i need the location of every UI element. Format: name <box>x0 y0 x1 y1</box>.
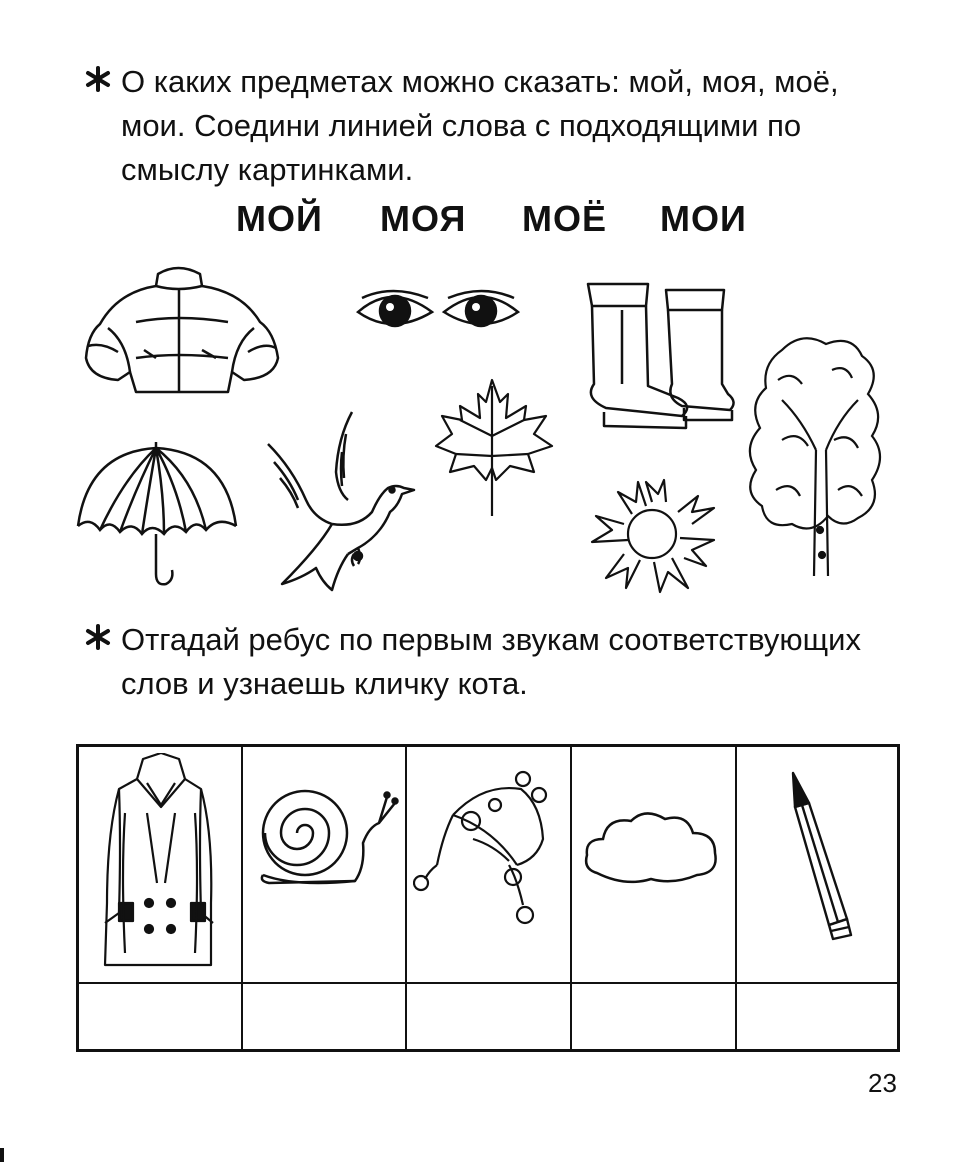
asterisk-icon <box>85 66 111 92</box>
winter-hat-picture <box>413 769 563 930</box>
cloud-picture <box>583 809 719 890</box>
eyes-picture <box>352 286 524 336</box>
page-number: 23 <box>868 1068 897 1098</box>
word-moya: МОЯ <box>380 198 467 239</box>
asterisk-icon <box>85 624 111 650</box>
edge-mark <box>0 1148 4 1162</box>
sun-picture <box>588 478 720 594</box>
task-1-text <box>85 60 915 192</box>
task-2-line: слов и узнаешь кличку кота. <box>121 666 528 701</box>
word-moyo: МОЁ <box>522 198 608 239</box>
snail-picture <box>255 777 403 902</box>
task-1-line: смыслу картинками. <box>121 152 414 187</box>
answer-cell-5[interactable] <box>737 984 897 1049</box>
bird-picture <box>262 408 418 592</box>
rebus-table <box>76 744 900 1052</box>
answer-cell-1[interactable] <box>79 984 241 1049</box>
jacket-picture <box>78 262 284 398</box>
tree-picture <box>742 330 892 578</box>
pencil-picture <box>787 769 853 946</box>
task-2 <box>85 618 915 706</box>
answer-cell-2[interactable] <box>243 984 405 1049</box>
task-2-line: Отгадай ребус по первым звукам соответствующих <box>121 622 861 657</box>
task-1-line: мои. Соедини линией слова с подходящими по <box>121 108 802 143</box>
task-1 <box>85 60 915 192</box>
umbrella-picture <box>74 438 240 590</box>
word-moi: МОИ <box>660 198 747 239</box>
answer-cell-4[interactable] <box>572 984 735 1049</box>
word-moy: МОЙ <box>236 198 323 239</box>
maple-leaf-picture <box>434 376 554 518</box>
word-row <box>0 198 972 248</box>
boots-picture <box>582 280 738 432</box>
task-1-line: О каких предметах можно сказать: мой, моя, моё, <box>121 64 839 99</box>
coat-picture <box>101 753 219 980</box>
task-2-text <box>85 618 915 706</box>
answer-cell-3[interactable] <box>407 984 570 1049</box>
